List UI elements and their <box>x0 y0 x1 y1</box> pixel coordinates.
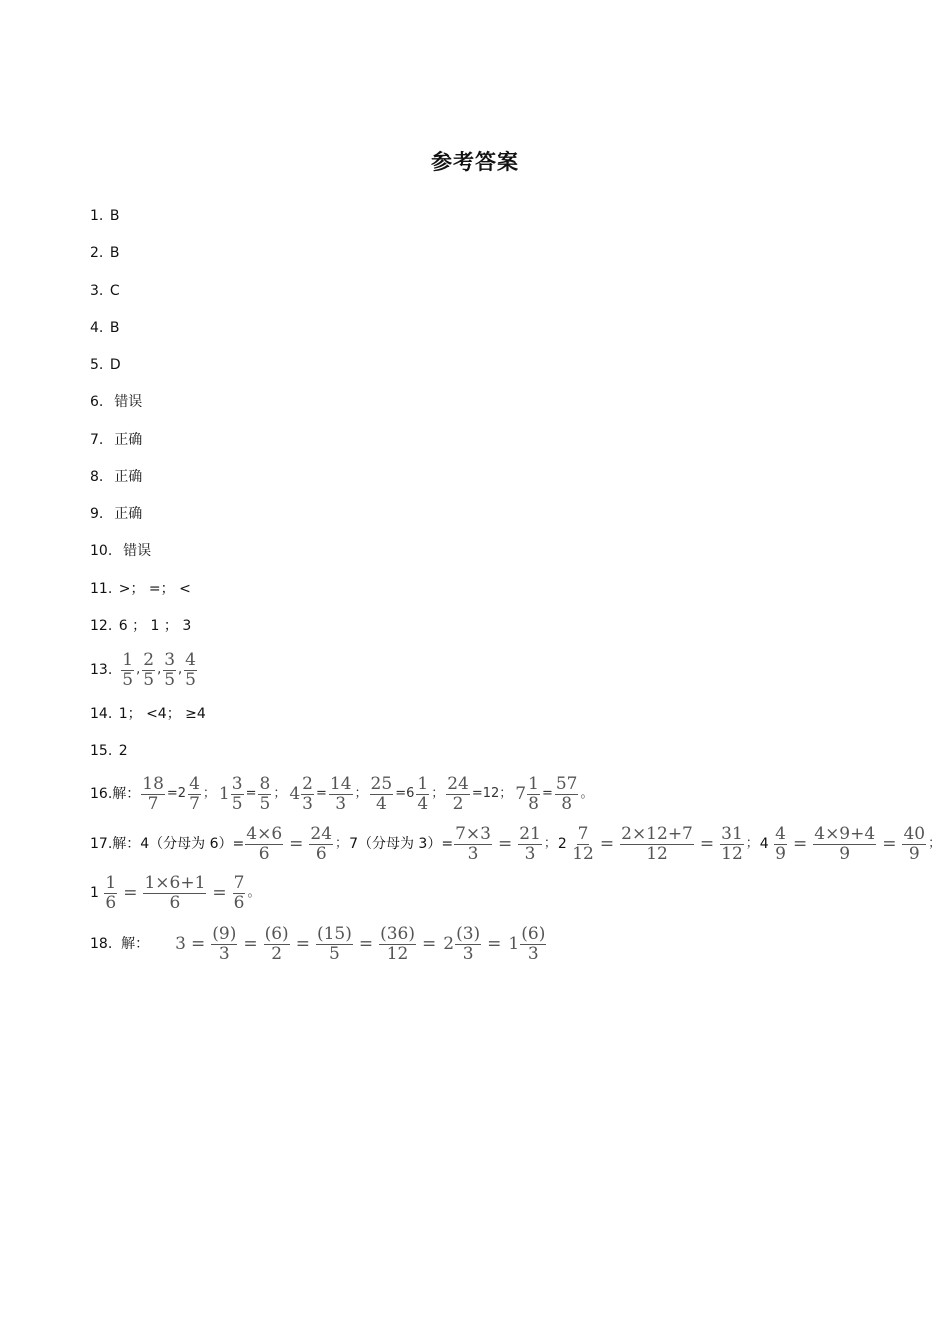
answer-number: 7. <box>90 432 104 448</box>
answer-line-3 <box>90 281 120 301</box>
answer-number: 2. <box>90 245 104 261</box>
answer-line-17-continued: 1 $\frac{1}{6}$ = $\frac{1\times 6+1}{6}$ = $\frac{7}{6}$ 。 <box>90 872 261 913</box>
fraction: $\frac{8}{5}$ <box>259 773 271 814</box>
fraction: $\frac{14}{3}$ <box>329 773 352 814</box>
fraction: $\frac{1\times 6+1}{6}$ <box>144 872 206 913</box>
answer-text: B <box>109 320 120 336</box>
answer-text: 1； <4； ≥4 <box>118 706 206 722</box>
answer-line-9 <box>90 504 142 524</box>
answer-line-17: 17.解： 4（分母为 6）= $\frac{4\times 6}{6}$ = $\frac{24}{6}$ ； 7（分母为 3）= $\frac{7\times 3}{3}$ = $\frac{21}{3}$ ； 2 $\frac{7}{12}$ = $\frac{2\times 12+7}{12}$ = $\frac{31}{12}$ ； 4 $\frac{4}{9}$ = $\frac{4\times 9+4}{9}$ = $\frac{40}{9}$ ； <box>90 823 942 864</box>
answer-number: 4. <box>90 320 104 336</box>
answer-line-6 <box>90 392 142 412</box>
fraction: $\frac{4\times 6}{6}$ <box>246 823 283 864</box>
answer-number: 16.解： <box>90 786 141 802</box>
fraction: $\frac{4}{7}$ <box>189 773 200 814</box>
answer-text: D <box>109 357 121 373</box>
fraction: $\frac{3}{5}$ <box>231 773 243 814</box>
answer-line-13: 13. $\frac{1}{5}$ , $\frac{2}{5}$ , $\frac{3}{5}$ , $\frac{4}{5}$ <box>90 649 196 690</box>
answer-number: 1. <box>90 208 104 224</box>
fraction: $\frac{(15)}{5}$ <box>316 923 352 964</box>
fraction: $\frac{2}{5}$ <box>143 649 155 690</box>
fraction: $\frac{21}{3}$ <box>519 823 541 864</box>
answer-line-1 <box>90 206 119 226</box>
fraction: $\frac{7}{12}$ <box>572 823 594 864</box>
answer-number: 3. <box>90 283 104 299</box>
answer-number: 10. <box>90 543 113 559</box>
fraction: $\frac{(6)}{3}$ <box>521 923 546 964</box>
fraction: $\frac{(36)}{12}$ <box>380 923 415 964</box>
answer-line-2 <box>90 243 119 263</box>
fraction: $\frac{7\times 3}{3}$ <box>455 823 491 864</box>
answer-number: 17.解： <box>90 836 141 852</box>
fraction: $\frac{7}{6}$ <box>233 872 245 913</box>
answer-number: 11. <box>90 581 113 597</box>
answer-text: 错误 <box>123 543 152 559</box>
answer-text: C <box>109 283 120 299</box>
fraction: $\frac{25}{4}$ <box>370 773 393 814</box>
fraction: $\frac{4}{5}$ <box>185 649 196 690</box>
answer-number: 18. <box>90 936 113 952</box>
fraction: $\frac{3}{5}$ <box>164 649 176 690</box>
fraction: $\frac{(3)}{3}$ <box>456 923 481 964</box>
fraction: $\frac{24}{2}$ <box>447 773 469 814</box>
fraction: $\frac{2\times 12+7}{12}$ <box>621 823 693 864</box>
page-title: 参考答案 <box>431 150 519 174</box>
answer-text: 6 ； 1 ； 3 <box>118 618 192 634</box>
answer-line-10 <box>90 541 151 561</box>
fraction: $\frac{(6)}{2}$ <box>264 923 289 964</box>
answer-text: 正确 <box>114 469 143 485</box>
fraction: $\frac{18}{7}$ <box>142 773 164 814</box>
answer-line-7 <box>90 430 142 450</box>
answer-number: 6. <box>90 394 104 410</box>
fraction: $\frac{(9)}{3}$ <box>212 923 237 964</box>
answer-line-16: 16.解： $\frac{18}{7}$ =2 $\frac{4}{7}$ ； 1 $\frac{3}{5}$ = $\frac{8}{5}$ ； 4 $\frac{2}{3}$ = $\frac{14}{3}$ ； $\frac{25}{4}$ =6 $\frac{1}{4}$ ； $\frac{24}{2}$ =12； 7 $\frac{1}{8}$ = $\frac{57}{8}$ 。 <box>90 773 594 814</box>
fraction: $\frac{2}{3}$ <box>302 773 313 814</box>
fraction: $\frac{1}{8}$ <box>528 773 539 814</box>
fraction: $\frac{1}{6}$ <box>105 872 117 913</box>
answer-number: 14. <box>90 706 113 722</box>
fraction: $\frac{31}{12}$ <box>721 823 743 864</box>
answer-text: 错误 <box>114 394 143 410</box>
fraction: $\frac{40}{9}$ <box>903 823 926 864</box>
answer-line-4 <box>90 318 119 338</box>
answer-text: 正确 <box>114 506 143 522</box>
answer-line-8 <box>90 467 142 487</box>
fraction: $\frac{57}{8}$ <box>555 773 578 814</box>
expression-text: 7（分母为 3）= <box>349 836 454 852</box>
answer-number: 8. <box>90 469 104 485</box>
answer-line-11 <box>90 579 191 599</box>
answer-number: 12. <box>90 618 113 634</box>
expression-text: 4（分母为 6）= <box>140 836 245 852</box>
answer-line-5 <box>90 355 121 375</box>
answer-line-14 <box>90 704 206 724</box>
fraction: $\frac{1}{4}$ <box>417 773 429 814</box>
answer-number: 9. <box>90 506 104 522</box>
answer-number: 13. <box>90 662 113 678</box>
answer-number: 15. <box>90 743 113 759</box>
answer-text: 正确 <box>114 432 143 448</box>
answer-text: >； =； < <box>118 581 191 597</box>
answer-line-18: 18. 解： 3 = $\frac{(9)}{3}$ = $\frac{(6)}{2}$ = $\frac{(15)}{5}$ = $\frac{(36)}{12}$ = 2 $\frac{(3)}{3}$ = 1 $\frac{(6)}{3}$ <box>90 923 546 964</box>
answer-number: 5. <box>90 357 104 373</box>
fraction: $\frac{4}{9}$ <box>775 823 786 864</box>
answer-text: B <box>109 208 120 224</box>
answer-line-15 <box>90 741 128 761</box>
answer-line-12 <box>90 616 191 636</box>
fraction: $\frac{24}{6}$ <box>310 823 333 864</box>
answer-text: B <box>109 245 120 261</box>
answer-text: 2 <box>118 743 128 759</box>
fraction: $\frac{4\times 9+4}{9}$ <box>814 823 876 864</box>
fraction: $\frac{1}{5}$ <box>122 649 134 690</box>
